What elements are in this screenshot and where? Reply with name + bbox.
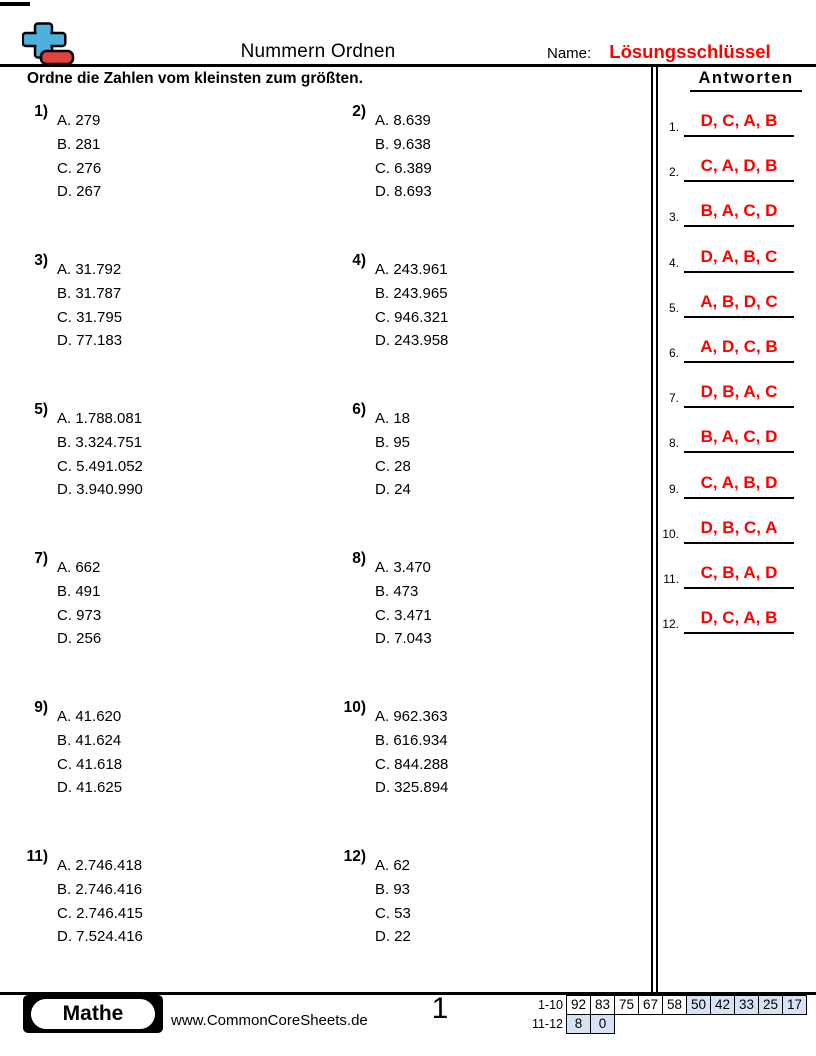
page-number: 1: [431, 992, 449, 1025]
option: B. 3.324.751: [57, 433, 143, 451]
problem-number: 8): [352, 550, 366, 567]
option: C. 5.491.052: [57, 457, 143, 475]
option: B. 2.746.416: [57, 880, 143, 898]
answer-row-10: [658, 518, 794, 544]
problem-options: [57, 848, 143, 949]
answer-number: 1.: [668, 120, 679, 134]
answer-row-4: [658, 247, 794, 273]
answer-row-2: [658, 156, 794, 182]
problem-number: 5): [34, 401, 48, 418]
problem-1: [22, 103, 340, 252]
answer-value: D, A, B, C: [684, 247, 794, 273]
problem-options: [57, 550, 101, 651]
problem-options: [375, 848, 411, 949]
answer-row-1: [658, 111, 794, 137]
brand-label: Mathe: [31, 999, 155, 1029]
problem-5: [22, 401, 340, 550]
website-url: www.CommonCoreSheets.de: [171, 1012, 368, 1029]
answer-value: D, C, A, B: [684, 608, 794, 634]
answer-row-8: [658, 427, 794, 453]
score-cell: 50: [686, 995, 711, 1015]
option: A. 41.620: [57, 708, 122, 725]
score-cell: 0: [590, 1014, 615, 1034]
name-label: Name:: [547, 45, 592, 62]
option: B. 9.638: [375, 135, 431, 153]
score-row-1-10: [522, 995, 807, 1015]
score-cell: 83: [590, 995, 615, 1015]
option: B. 616.934: [375, 731, 448, 749]
answer-row-7: [658, 382, 794, 408]
problem-3: [22, 252, 340, 401]
problem-4: [340, 252, 650, 401]
score-cell: 8: [566, 1014, 591, 1034]
answer-value: B, A, C, D: [684, 427, 794, 453]
problem-number: 6): [352, 401, 366, 418]
answer-value: A, B, D, C: [684, 292, 794, 318]
plus-minus-logo-icon: [22, 22, 76, 66]
option: D. 8.693: [375, 183, 432, 201]
option: D. 7.524.416: [57, 928, 143, 946]
score-cell: 25: [758, 995, 783, 1015]
answer-number: 8.: [668, 436, 679, 450]
option: D. 3.940.990: [57, 481, 143, 499]
option: A. 3.470: [375, 559, 431, 576]
answer-number: 7.: [668, 391, 679, 405]
answer-row-12: [658, 608, 794, 634]
problem-10: [340, 699, 650, 848]
option: C. 28: [375, 457, 411, 475]
problem-number: 7): [34, 550, 48, 567]
option: C. 31.795: [57, 308, 123, 326]
score-row-label: 1-10: [537, 998, 563, 1012]
problem-options: [375, 699, 448, 800]
score-table: [522, 995, 807, 1034]
answer-number: 11.: [663, 572, 679, 586]
problem-11: [22, 848, 340, 997]
option: D. 7.043: [375, 630, 432, 648]
problem-number: 11): [26, 848, 48, 865]
problem-options: [375, 252, 448, 353]
option: B. 93: [375, 880, 411, 898]
problem-9: [22, 699, 340, 848]
option: B. 243.965: [375, 284, 448, 302]
option: A. 62: [375, 857, 411, 874]
score-cell: 67: [638, 995, 663, 1015]
option: B. 31.787: [57, 284, 122, 302]
option: B. 281: [57, 135, 101, 153]
option: D. 325.894: [375, 779, 449, 797]
answers-divider: [651, 66, 658, 992]
option: A. 662: [57, 559, 101, 576]
answer-value: D, C, A, B: [684, 111, 794, 137]
option: C. 844.288: [375, 755, 449, 773]
problem-number: 10): [343, 699, 366, 716]
problem-number: 4): [352, 252, 366, 269]
score-cell: 92: [566, 995, 591, 1015]
problem-options: [57, 401, 143, 502]
option: C. 41.618: [57, 755, 123, 773]
answer-row-5: [658, 292, 794, 318]
option: C. 946.321: [375, 308, 449, 326]
option: D. 41.625: [57, 779, 123, 797]
answer-row-6: [658, 337, 794, 363]
option: A. 31.792: [57, 261, 122, 278]
header-divider: [0, 64, 816, 67]
option: D. 22: [375, 928, 411, 946]
problem-number: 1): [34, 103, 48, 120]
answer-number: 2.: [668, 165, 679, 179]
answer-value: D, B, A, C: [684, 382, 794, 408]
option: C. 53: [375, 904, 411, 922]
problems-grid: [22, 103, 650, 997]
problem-options: [57, 699, 122, 800]
problem-number: 9): [34, 699, 48, 716]
problem-2: [340, 103, 650, 252]
answer-value: A, D, C, B: [684, 337, 794, 363]
option: B. 491: [57, 582, 101, 600]
brand-badge: [23, 995, 163, 1033]
answer-value: B, A, C, D: [684, 201, 794, 227]
score-cell: 58: [662, 995, 687, 1015]
instruction-text: Ordne die Zahlen vom kleinsten zum größten.: [27, 70, 363, 87]
problem-7: [22, 550, 340, 699]
problem-number: 12): [343, 848, 366, 865]
option: B. 473: [375, 582, 419, 600]
answer-number: 10.: [662, 527, 679, 541]
answer-row-11: [658, 563, 794, 589]
score-row-label: 11-12: [531, 1017, 563, 1031]
problem-12: [340, 848, 650, 997]
option: A. 2.746.418: [57, 857, 143, 874]
problem-6: [340, 401, 650, 550]
answer-number: 6.: [668, 346, 679, 360]
score-cell: 42: [710, 995, 735, 1015]
scan-artifact-mark: [0, 2, 30, 6]
option: C. 3.471: [375, 606, 432, 624]
problem-options: [57, 252, 122, 353]
answer-value: D, B, C, A: [684, 518, 794, 544]
answer-number: 4.: [668, 256, 679, 270]
problem-number: 2): [352, 103, 366, 120]
option: D. 243.958: [375, 332, 449, 350]
problem-8: [340, 550, 650, 699]
worksheet-title: Nummern Ordnen: [240, 41, 396, 62]
option: D. 256: [57, 630, 102, 648]
answer-number: 9.: [668, 482, 679, 496]
problem-options: [375, 103, 432, 204]
answer-value: C, B, A, D: [684, 563, 794, 589]
option: C. 6.389: [375, 159, 432, 177]
option: A. 243.961: [375, 261, 448, 278]
problem-options: [57, 103, 101, 204]
option: B. 41.624: [57, 731, 122, 749]
option: A. 279: [57, 112, 101, 129]
problem-options: [375, 401, 411, 502]
answer-key-label: Lösungsschlüssel: [609, 41, 771, 62]
option: A. 1.788.081: [57, 410, 143, 427]
option: D. 267: [57, 183, 102, 201]
score-cell: 17: [782, 995, 807, 1015]
answer-value: C, A, D, B: [684, 156, 794, 182]
score-row-11-12: [522, 1014, 807, 1034]
option: D. 24: [375, 481, 411, 499]
answer-row-9: [658, 473, 794, 499]
option: A. 18: [375, 410, 411, 427]
answer-number: 5.: [668, 301, 679, 315]
option: C. 2.746.415: [57, 904, 143, 922]
score-cell: 33: [734, 995, 759, 1015]
option: C. 973: [57, 606, 102, 624]
answer-number: 12.: [662, 617, 679, 631]
answer-value: C, A, B, D: [684, 473, 794, 499]
option: A. 962.363: [375, 708, 448, 725]
option: B. 95: [375, 433, 411, 451]
answer-number: 3.: [668, 210, 679, 224]
option: A. 8.639: [375, 112, 431, 129]
option: C. 276: [57, 159, 102, 177]
option: D. 77.183: [57, 332, 123, 350]
problem-options: [375, 550, 432, 651]
score-cell: 75: [614, 995, 639, 1015]
answer-row-3: [658, 201, 794, 227]
problem-number: 3): [34, 252, 48, 269]
answers-title: Antworten: [690, 69, 802, 92]
